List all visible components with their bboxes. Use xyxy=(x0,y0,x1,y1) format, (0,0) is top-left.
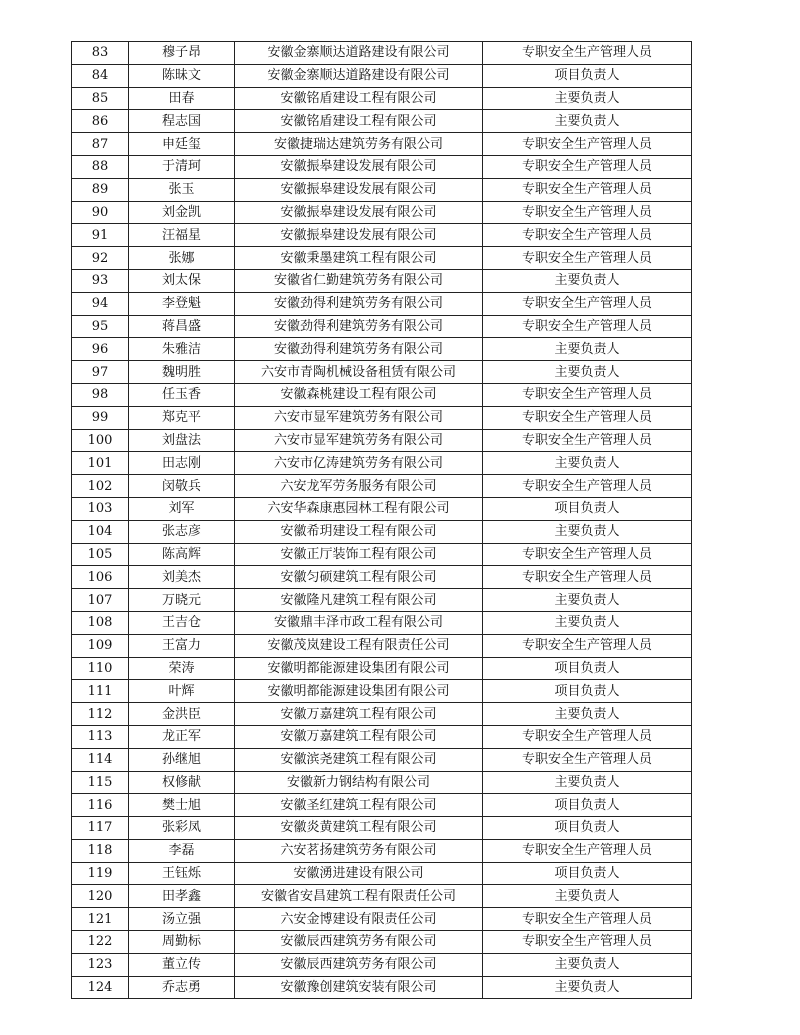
company-name-cell: 安徽湧进建设有限公司 xyxy=(235,862,483,885)
row-number-cell: 92 xyxy=(72,247,129,270)
role-cell: 主要负责人 xyxy=(483,87,692,110)
table-row xyxy=(72,452,692,475)
company-name-cell: 安徽炎黄建筑工程有限公司 xyxy=(235,817,483,840)
person-name-cell: 闵敬兵 xyxy=(129,475,235,498)
role-cell: 项目负责人 xyxy=(483,794,692,817)
person-name-cell: 于清珂 xyxy=(129,155,235,178)
role-cell: 专职安全生产管理人员 xyxy=(483,566,692,589)
role-cell: 专职安全生产管理人员 xyxy=(483,247,692,270)
role-cell: 主要负责人 xyxy=(483,361,692,384)
table-row xyxy=(72,64,692,87)
role-cell: 专职安全生产管理人员 xyxy=(483,543,692,566)
role-cell: 主要负责人 xyxy=(483,611,692,634)
role-cell: 专职安全生产管理人员 xyxy=(483,42,692,65)
table-row xyxy=(72,931,692,954)
table-row xyxy=(72,589,692,612)
role-cell: 主要负责人 xyxy=(483,589,692,612)
company-name-cell: 安徽金寨顺达道路建设有限公司 xyxy=(235,64,483,87)
role-cell: 主要负责人 xyxy=(483,703,692,726)
person-name-cell: 田志刚 xyxy=(129,452,235,475)
table-row xyxy=(72,748,692,771)
personnel-table-body xyxy=(72,42,692,999)
role-cell: 项目负责人 xyxy=(483,657,692,680)
company-name-cell: 安徽振皋建设发展有限公司 xyxy=(235,178,483,201)
role-cell: 专职安全生产管理人员 xyxy=(483,315,692,338)
row-number-cell: 111 xyxy=(72,680,129,703)
person-name-cell: 穆子昂 xyxy=(129,42,235,65)
role-cell: 专职安全生产管理人员 xyxy=(483,931,692,954)
company-name-cell: 安徽秉墨建筑工程有限公司 xyxy=(235,247,483,270)
person-name-cell: 刘金凯 xyxy=(129,201,235,224)
person-name-cell: 叶辉 xyxy=(129,680,235,703)
role-cell: 主要负责人 xyxy=(483,452,692,475)
table-row xyxy=(72,201,692,224)
row-number-cell: 96 xyxy=(72,338,129,361)
row-number-cell: 101 xyxy=(72,452,129,475)
role-cell: 项目负责人 xyxy=(483,497,692,520)
company-name-cell: 安徽铭盾建设工程有限公司 xyxy=(235,110,483,133)
company-name-cell: 安徽振皋建设发展有限公司 xyxy=(235,201,483,224)
row-number-cell: 84 xyxy=(72,64,129,87)
person-name-cell: 孙继旭 xyxy=(129,748,235,771)
row-number-cell: 116 xyxy=(72,794,129,817)
role-cell: 专职安全生产管理人员 xyxy=(483,634,692,657)
table-row xyxy=(72,497,692,520)
table-row xyxy=(72,543,692,566)
person-name-cell: 樊士旭 xyxy=(129,794,235,817)
role-cell: 主要负责人 xyxy=(483,885,692,908)
person-name-cell: 乔志勇 xyxy=(129,976,235,999)
company-name-cell: 安徽省安昌建筑工程有限责任公司 xyxy=(235,885,483,908)
table-row xyxy=(72,475,692,498)
person-name-cell: 陈昧文 xyxy=(129,64,235,87)
row-number-cell: 105 xyxy=(72,543,129,566)
company-name-cell: 安徽匀硕建筑工程有限公司 xyxy=(235,566,483,589)
role-cell: 主要负责人 xyxy=(483,338,692,361)
table-row xyxy=(72,87,692,110)
table-row xyxy=(72,839,692,862)
person-name-cell: 刘太保 xyxy=(129,269,235,292)
person-name-cell: 董立传 xyxy=(129,953,235,976)
row-number-cell: 89 xyxy=(72,178,129,201)
row-number-cell: 120 xyxy=(72,885,129,908)
row-number-cell: 117 xyxy=(72,817,129,840)
row-number-cell: 102 xyxy=(72,475,129,498)
person-name-cell: 万晓元 xyxy=(129,589,235,612)
person-name-cell: 汤立强 xyxy=(129,908,235,931)
table-row xyxy=(72,269,692,292)
row-number-cell: 121 xyxy=(72,908,129,931)
role-cell: 专职安全生产管理人员 xyxy=(483,383,692,406)
company-name-cell: 六安市显军建筑劳务有限公司 xyxy=(235,429,483,452)
role-cell: 项目负责人 xyxy=(483,680,692,703)
role-cell: 主要负责人 xyxy=(483,953,692,976)
company-name-cell: 安徽省仁勤建筑劳务有限公司 xyxy=(235,269,483,292)
company-name-cell: 安徽万嘉建筑工程有限公司 xyxy=(235,725,483,748)
table-row xyxy=(72,520,692,543)
role-cell: 专职安全生产管理人员 xyxy=(483,133,692,156)
row-number-cell: 98 xyxy=(72,383,129,406)
table-row xyxy=(72,178,692,201)
row-number-cell: 112 xyxy=(72,703,129,726)
table-row xyxy=(72,817,692,840)
person-name-cell: 荣涛 xyxy=(129,657,235,680)
company-name-cell: 安徽豫创建筑安装有限公司 xyxy=(235,976,483,999)
table-row xyxy=(72,383,692,406)
person-name-cell: 蒋昌盛 xyxy=(129,315,235,338)
person-name-cell: 刘盘法 xyxy=(129,429,235,452)
company-name-cell: 安徽明都能源建设集团有限公司 xyxy=(235,657,483,680)
row-number-cell: 88 xyxy=(72,155,129,178)
company-name-cell: 六安华森康惠园林工程有限公司 xyxy=(235,497,483,520)
row-number-cell: 124 xyxy=(72,976,129,999)
company-name-cell: 安徽捷瑞达建筑劳务有限公司 xyxy=(235,133,483,156)
table-row xyxy=(72,247,692,270)
row-number-cell: 110 xyxy=(72,657,129,680)
role-cell: 项目负责人 xyxy=(483,862,692,885)
table-row xyxy=(72,725,692,748)
table-row xyxy=(72,566,692,589)
table-row xyxy=(72,155,692,178)
row-number-cell: 109 xyxy=(72,634,129,657)
row-number-cell: 108 xyxy=(72,611,129,634)
table-row xyxy=(72,110,692,133)
role-cell: 专职安全生产管理人员 xyxy=(483,292,692,315)
table-row xyxy=(72,315,692,338)
company-name-cell: 安徽鼎丰泽市政工程有限公司 xyxy=(235,611,483,634)
row-number-cell: 100 xyxy=(72,429,129,452)
table-row xyxy=(72,338,692,361)
row-number-cell: 119 xyxy=(72,862,129,885)
person-name-cell: 张娜 xyxy=(129,247,235,270)
role-cell: 专职安全生产管理人员 xyxy=(483,224,692,247)
role-cell: 专职安全生产管理人员 xyxy=(483,429,692,452)
company-name-cell: 安徽新力钢结构有限公司 xyxy=(235,771,483,794)
company-name-cell: 六安市亿涛建筑劳务有限公司 xyxy=(235,452,483,475)
role-cell: 项目负责人 xyxy=(483,817,692,840)
table-row xyxy=(72,406,692,429)
table-row xyxy=(72,361,692,384)
row-number-cell: 83 xyxy=(72,42,129,65)
person-name-cell: 申廷玺 xyxy=(129,133,235,156)
person-name-cell: 王钰烁 xyxy=(129,862,235,885)
row-number-cell: 94 xyxy=(72,292,129,315)
person-name-cell: 王吉仓 xyxy=(129,611,235,634)
person-name-cell: 郑克平 xyxy=(129,406,235,429)
role-cell: 专职安全生产管理人员 xyxy=(483,406,692,429)
company-name-cell: 安徽正厅装饰工程有限公司 xyxy=(235,543,483,566)
table-row xyxy=(72,953,692,976)
person-name-cell: 田春 xyxy=(129,87,235,110)
role-cell: 专职安全生产管理人员 xyxy=(483,155,692,178)
table-row xyxy=(72,634,692,657)
table-row xyxy=(72,42,692,65)
company-name-cell: 安徽辰西建筑劳务有限公司 xyxy=(235,931,483,954)
row-number-cell: 97 xyxy=(72,361,129,384)
table-row xyxy=(72,429,692,452)
person-name-cell: 张志彦 xyxy=(129,520,235,543)
person-name-cell: 权修献 xyxy=(129,771,235,794)
table-row xyxy=(72,292,692,315)
person-name-cell: 田孝鑫 xyxy=(129,885,235,908)
row-number-cell: 85 xyxy=(72,87,129,110)
person-name-cell: 金洪臣 xyxy=(129,703,235,726)
person-name-cell: 张玉 xyxy=(129,178,235,201)
company-name-cell: 六安龙军劳务服务有限公司 xyxy=(235,475,483,498)
role-cell: 专职安全生产管理人员 xyxy=(483,178,692,201)
person-name-cell: 李登魁 xyxy=(129,292,235,315)
role-cell: 主要负责人 xyxy=(483,269,692,292)
company-name-cell: 安徽金寨顺达道路建设有限公司 xyxy=(235,42,483,65)
person-name-cell: 周勤标 xyxy=(129,931,235,954)
company-name-cell: 安徽铭盾建设工程有限公司 xyxy=(235,87,483,110)
person-name-cell: 汪福星 xyxy=(129,224,235,247)
person-name-cell: 刘军 xyxy=(129,497,235,520)
company-name-cell: 安徽希玥建设工程有限公司 xyxy=(235,520,483,543)
role-cell: 项目负责人 xyxy=(483,64,692,87)
person-name-cell: 任玉香 xyxy=(129,383,235,406)
role-cell: 专职安全生产管理人员 xyxy=(483,908,692,931)
role-cell: 专职安全生产管理人员 xyxy=(483,201,692,224)
company-name-cell: 六安市青陶机械设备租赁有限公司 xyxy=(235,361,483,384)
company-name-cell: 安徽振皋建设发展有限公司 xyxy=(235,224,483,247)
row-number-cell: 122 xyxy=(72,931,129,954)
row-number-cell: 86 xyxy=(72,110,129,133)
person-name-cell: 龙正军 xyxy=(129,725,235,748)
company-name-cell: 安徽滨尧建筑工程有限公司 xyxy=(235,748,483,771)
personnel-table xyxy=(71,41,692,999)
row-number-cell: 106 xyxy=(72,566,129,589)
row-number-cell: 113 xyxy=(72,725,129,748)
company-name-cell: 安徽隆凡建筑工程有限公司 xyxy=(235,589,483,612)
role-cell: 专职安全生产管理人员 xyxy=(483,475,692,498)
row-number-cell: 107 xyxy=(72,589,129,612)
table-row xyxy=(72,703,692,726)
company-name-cell: 安徽辰西建筑劳务有限公司 xyxy=(235,953,483,976)
company-name-cell: 六安市显军建筑劳务有限公司 xyxy=(235,406,483,429)
person-name-cell: 朱雅洁 xyxy=(129,338,235,361)
row-number-cell: 99 xyxy=(72,406,129,429)
company-name-cell: 六安茗扬建筑劳务有限公司 xyxy=(235,839,483,862)
company-name-cell: 安徽森桃建设工程有限公司 xyxy=(235,383,483,406)
person-name-cell: 陈高辉 xyxy=(129,543,235,566)
person-name-cell: 王富力 xyxy=(129,634,235,657)
table-row xyxy=(72,771,692,794)
company-name-cell: 六安金博建设有限责任公司 xyxy=(235,908,483,931)
person-name-cell: 张彩凤 xyxy=(129,817,235,840)
row-number-cell: 87 xyxy=(72,133,129,156)
role-cell: 主要负责人 xyxy=(483,110,692,133)
person-name-cell: 李磊 xyxy=(129,839,235,862)
role-cell: 主要负责人 xyxy=(483,771,692,794)
table-row xyxy=(72,976,692,999)
person-name-cell: 程志国 xyxy=(129,110,235,133)
table-row xyxy=(72,224,692,247)
row-number-cell: 104 xyxy=(72,520,129,543)
table-row xyxy=(72,908,692,931)
row-number-cell: 103 xyxy=(72,497,129,520)
table-row xyxy=(72,862,692,885)
company-name-cell: 安徽劲得利建筑劳务有限公司 xyxy=(235,338,483,361)
role-cell: 专职安全生产管理人员 xyxy=(483,725,692,748)
table-row xyxy=(72,657,692,680)
company-name-cell: 安徽振皋建设发展有限公司 xyxy=(235,155,483,178)
row-number-cell: 90 xyxy=(72,201,129,224)
company-name-cell: 安徽圣红建筑工程有限公司 xyxy=(235,794,483,817)
table-row xyxy=(72,133,692,156)
person-name-cell: 魏明胜 xyxy=(129,361,235,384)
table-row xyxy=(72,885,692,908)
company-name-cell: 安徽明都能源建设集团有限公司 xyxy=(235,680,483,703)
table-row xyxy=(72,611,692,634)
role-cell: 专职安全生产管理人员 xyxy=(483,839,692,862)
table-row xyxy=(72,794,692,817)
row-number-cell: 118 xyxy=(72,839,129,862)
row-number-cell: 91 xyxy=(72,224,129,247)
role-cell: 专职安全生产管理人员 xyxy=(483,748,692,771)
row-number-cell: 93 xyxy=(72,269,129,292)
company-name-cell: 安徽茂岚建设工程有限责任公司 xyxy=(235,634,483,657)
table-row xyxy=(72,680,692,703)
company-name-cell: 安徽万嘉建筑工程有限公司 xyxy=(235,703,483,726)
row-number-cell: 115 xyxy=(72,771,129,794)
row-number-cell: 123 xyxy=(72,953,129,976)
company-name-cell: 安徽劲得利建筑劳务有限公司 xyxy=(235,292,483,315)
row-number-cell: 114 xyxy=(72,748,129,771)
row-number-cell: 95 xyxy=(72,315,129,338)
person-name-cell: 刘美杰 xyxy=(129,566,235,589)
company-name-cell: 安徽劲得利建筑劳务有限公司 xyxy=(235,315,483,338)
role-cell: 主要负责人 xyxy=(483,976,692,999)
role-cell: 主要负责人 xyxy=(483,520,692,543)
